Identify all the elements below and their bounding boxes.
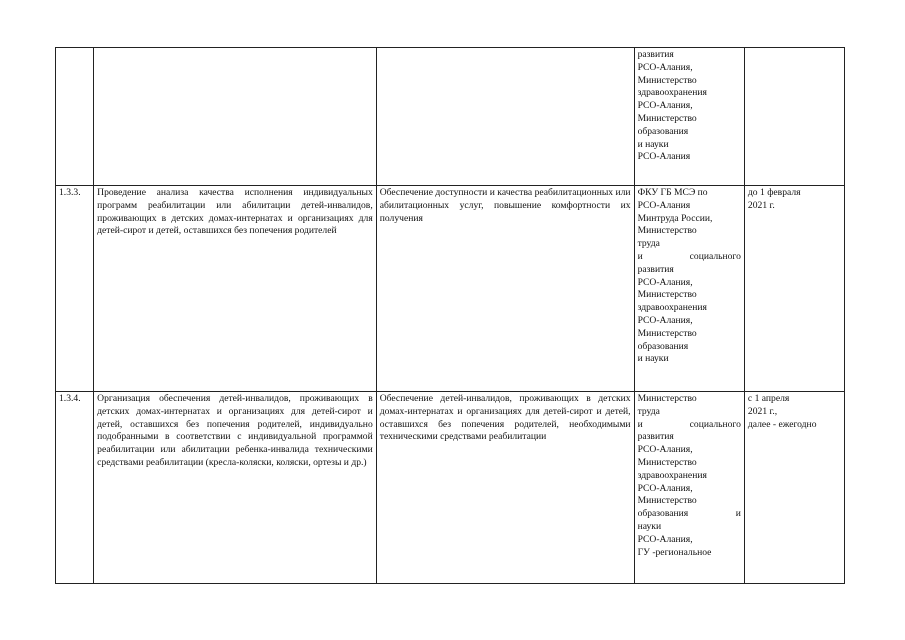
responsible-line: РСО-Алания,: [637, 314, 693, 326]
table-row: [56, 186, 845, 392]
measures-table: [55, 47, 845, 584]
cell-term: [744, 392, 844, 584]
responsible-line: образования: [637, 340, 689, 352]
responsible-line: Министерство: [637, 289, 697, 301]
term-line: с 1 апреля: [747, 393, 790, 404]
term-line: 2021 г.,: [747, 405, 778, 417]
responsible-line: РСО-Алания,: [637, 482, 693, 494]
responsible-line: ФКУ ГБ МСЭ по: [637, 187, 708, 198]
responsible-line: науки: [637, 520, 662, 532]
cell-result: [376, 392, 634, 584]
responsible-line: развития: [637, 431, 674, 443]
result-text: Обеспечение детей-инвалидов, проживающих в детских домах-интернатах и организациях для детей-сирот и детей, оставшихся без попечения родителей, необходимыми техническими средствами реабилитации: [379, 393, 631, 443]
result-text: Обеспечение доступности и качества реабилитационных или абилитационных услуг, повышение комфортности их получения: [379, 187, 631, 224]
responsible-line: Министерство: [637, 495, 697, 507]
responsible-line: развития: [637, 263, 674, 275]
cell-number: 1.3.3.: [56, 186, 94, 392]
responsible-line: РСО-Алания,: [637, 100, 693, 112]
cell-number: 1.3.4.: [56, 392, 94, 584]
responsible-line: Минтруда России,: [637, 212, 713, 224]
responsible-line: здравоохранения: [637, 469, 707, 481]
cell-responsible: [634, 48, 744, 186]
responsible-line: образования и: [637, 508, 741, 520]
responsible-line: труда: [637, 238, 660, 250]
cell-responsible: [634, 392, 744, 584]
responsible-line: РСО-Алания: [637, 151, 691, 163]
responsible-line: Министерство: [637, 74, 697, 86]
responsible-line: здравоохранения: [637, 87, 707, 99]
cell-description: [94, 392, 377, 584]
responsible-line: ГУ -региональное: [637, 546, 712, 558]
responsible-line: РСО-Алания,: [637, 61, 693, 73]
description-text: Проведение анализа качества исполнения индивидуальных программ реабилитации или абилитации детей-инвалидов, проживающих в детских домах-интернатах и организациях для детей-сирот и детей, оставшихся без попечения родителей: [97, 187, 373, 237]
responsible-line: образования: [637, 125, 689, 137]
responsible-line: РСО-Алания,: [637, 533, 693, 545]
responsible-line: Министерство: [637, 456, 697, 468]
responsible-line: и социального: [637, 418, 741, 430]
cell-description: [94, 48, 377, 186]
responsible-line: и науки: [637, 353, 669, 365]
responsible-line: РСО-Алания,: [637, 444, 693, 456]
table-row: [56, 392, 845, 584]
cell-result: [376, 186, 634, 392]
cell-responsible: [634, 186, 744, 392]
responsible-line: труда: [637, 405, 660, 417]
responsible-line: и социального: [637, 250, 741, 262]
cell-term: [744, 186, 844, 392]
term-line: 2021 г.: [747, 199, 775, 211]
responsible-line: Министерство: [637, 225, 697, 237]
responsible-line: РСО-Алания: [637, 199, 691, 211]
table-row: [56, 48, 845, 186]
responsible-line: Министерство: [637, 112, 697, 124]
responsible-line: развития: [637, 49, 674, 60]
cell-description: [94, 186, 377, 392]
responsible-line: РСО-Алания,: [637, 276, 693, 288]
responsible-line: Министерство: [637, 393, 697, 404]
responsible-line: здравоохранения: [637, 302, 707, 314]
term-line: далее - ежегодно: [747, 418, 817, 430]
description-text: Организация обеспечения детей-инвалидов, проживающих в детских домах-интернатах и организациях для детей-сирот и детей, оставшихся без попечения родителей, индивидуально подобранными в соответствии с индивидуальной программой реабилитации или абилитации ребенка-инвалида техническими средствами реабилитации (кресла-коляски, коляски, ортезы и др.): [97, 393, 373, 468]
cell-result: [376, 48, 634, 186]
cell-number: [56, 48, 94, 186]
term-line: до 1 февраля: [747, 187, 801, 198]
responsible-line: и науки: [637, 138, 669, 150]
cell-term: [744, 48, 844, 186]
responsible-line: Министерство: [637, 327, 697, 339]
